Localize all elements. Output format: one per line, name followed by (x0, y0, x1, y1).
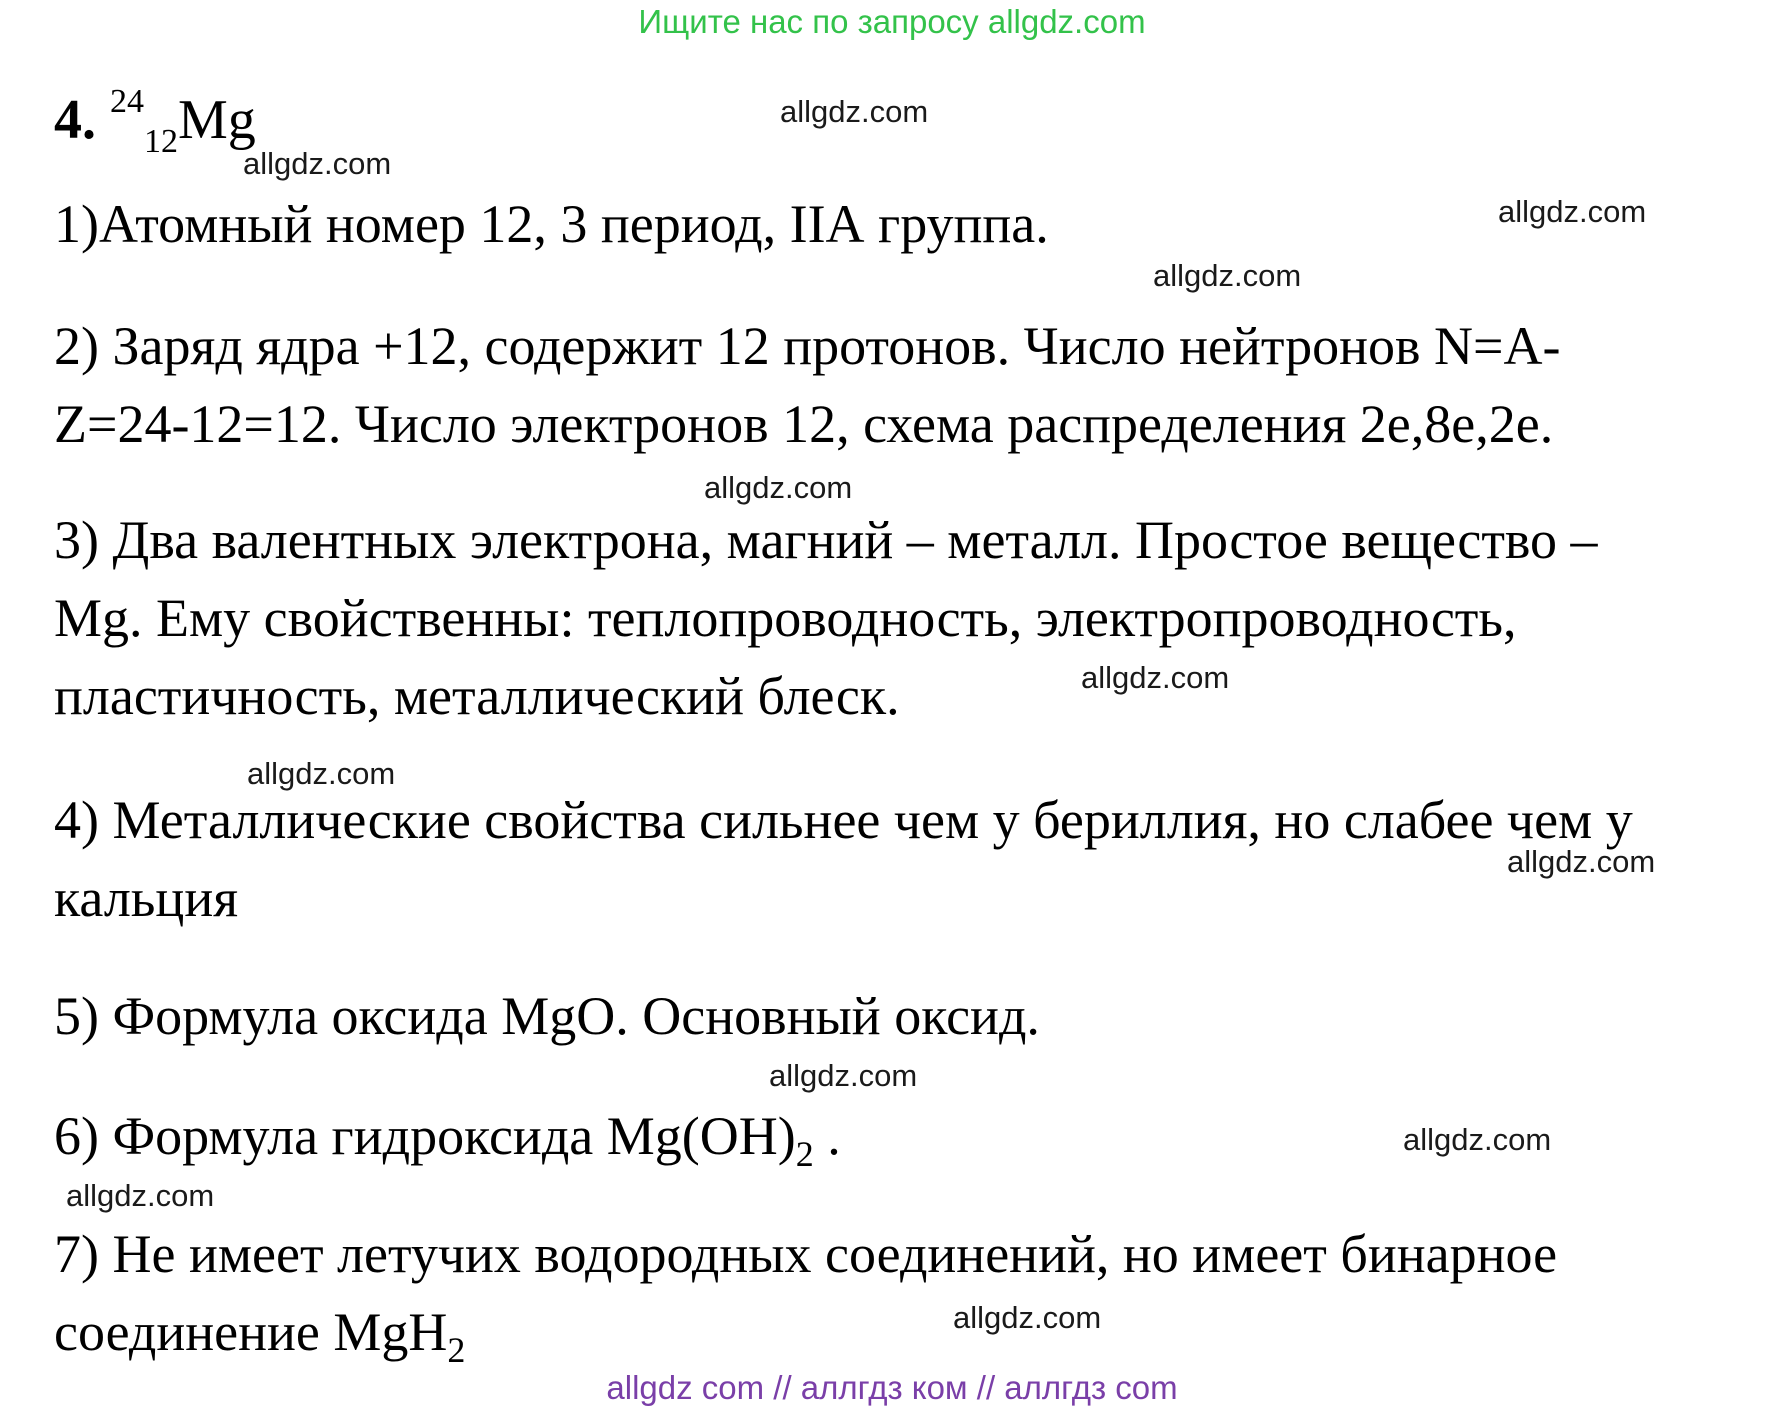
watermark: allgdz.com (769, 1058, 918, 1093)
top-banner: Ищите нас по запросу allgdz.com (638, 3, 1146, 40)
item-2-line-1: 2) Заряд ядра +12, содержит 12 протонов. Число нейтронов N=A- (54, 316, 1561, 376)
watermark: allgdz.com (1507, 844, 1656, 879)
item-3-line-1: 3) Два валентных электрона, магний – металл. Простое вещество – (54, 510, 1598, 570)
isotope-mass-number: 24 (110, 83, 144, 120)
watermark: allgdz.com (780, 94, 929, 129)
watermark: allgdz.com (1498, 194, 1647, 229)
task-heading (54, 66, 256, 178)
item-7-subscript: 2 (447, 1330, 466, 1370)
task-number: 4. (54, 89, 96, 151)
item-6-subscript: 2 (795, 1134, 814, 1174)
watermark: allgdz.com (66, 1178, 215, 1213)
watermark: allgdz.com (1403, 1122, 1552, 1157)
watermark: allgdz.com (243, 146, 392, 181)
item-6-line-1 (54, 1104, 841, 1186)
item-6-tail: . (813, 1106, 841, 1166)
watermark: allgdz.com (1081, 660, 1230, 695)
item-6-text: 6) Формула гидроксида Mg(OH) (54, 1106, 796, 1166)
item-4-line-2: кальция (54, 868, 239, 928)
watermark: allgdz.com (247, 756, 396, 791)
isotope-atomic-number: 12 (144, 123, 178, 160)
watermark: allgdz.com (1153, 258, 1302, 293)
watermark: allgdz.com (953, 1300, 1102, 1335)
item-2-line-2: Z=24-12=12. Число электронов 12, схема распределения 2е,8е,2е. (54, 394, 1554, 454)
item-5-line-1: 5) Формула оксида MgO. Основный оксид. (54, 986, 1040, 1046)
element-symbol: Mg (178, 89, 256, 151)
item-7-text: соединение MgH (54, 1302, 448, 1362)
item-4-line-1: 4) Металлические свойства сильнее чем у бериллия, но слабее чем у (54, 790, 1633, 850)
item-7-line-1: 7) Не имеет летучих водородных соединений, но имеет бинарное (54, 1224, 1558, 1284)
bottom-banner: allgdz com // аллгдз ком // аллгдз com (606, 1369, 1178, 1406)
item-3-line-2: Mg. Ему свойственны: теплопроводность, электропроводность, (54, 588, 1517, 648)
item-1-line-1: 1)Атомный номер 12, 3 период, IIА группа. (54, 194, 1049, 254)
watermark: allgdz.com (704, 470, 853, 505)
item-3-line-3: пластичность, металлический блеск. (54, 666, 900, 726)
